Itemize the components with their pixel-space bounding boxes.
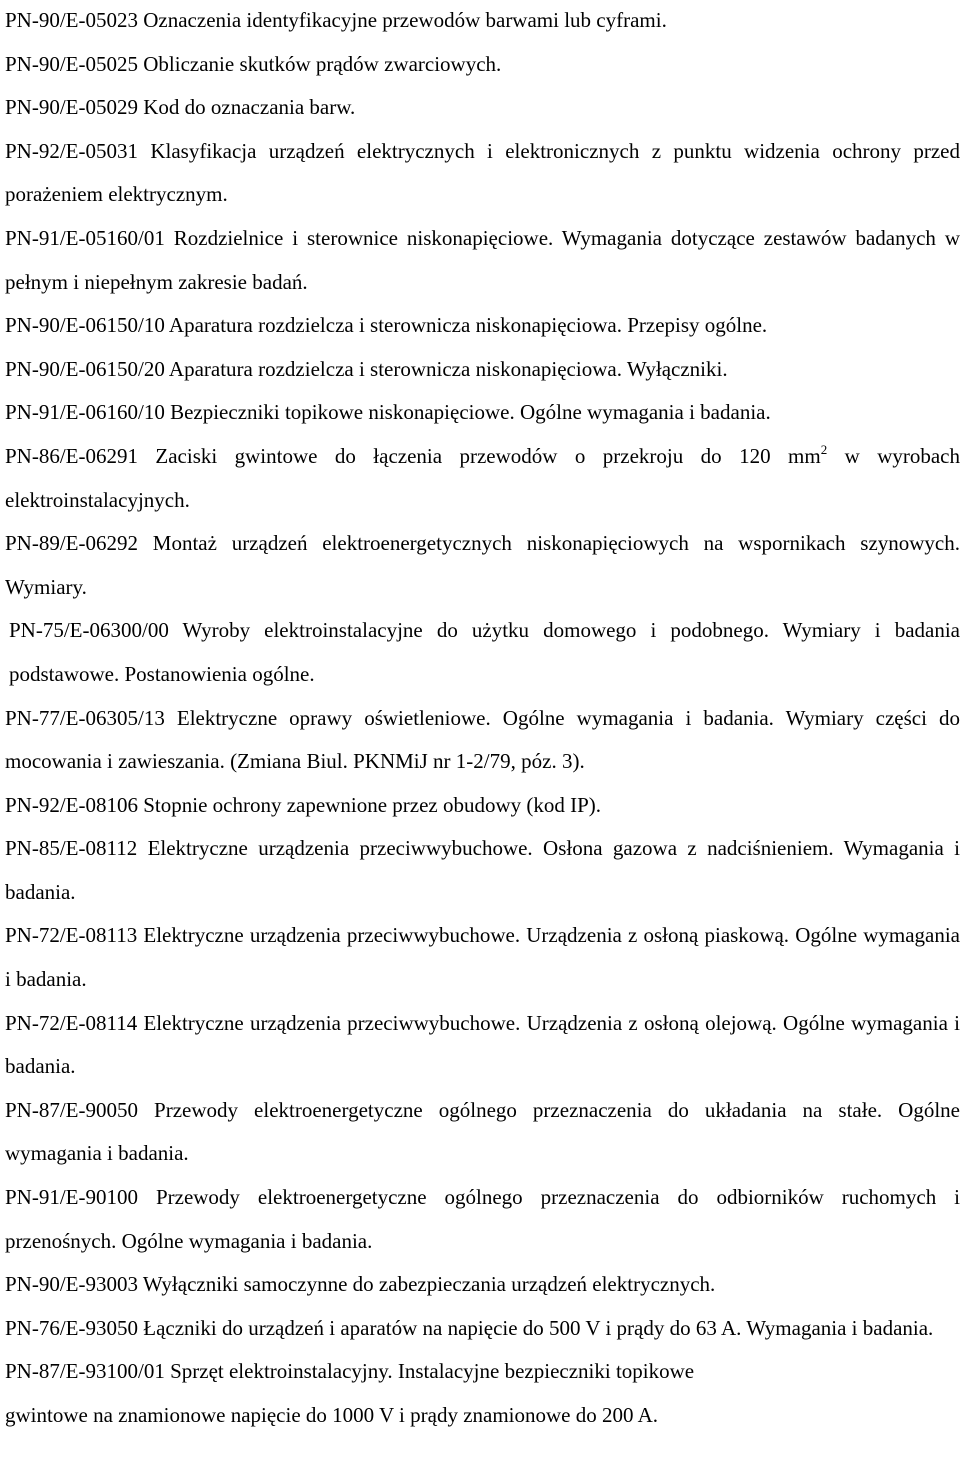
entry-text: PN-85/E-08112 Elektryczne urządzenia przeciwwybuchowe. Osłona gazowa z nadciśnieniem. Wymagania i badania. (5, 836, 960, 904)
entry-text: PN-90/E-06150/10 Aparatura rozdzielcza i sterownicza niskonapięciowa. Przepisy ogólne. (5, 313, 768, 338)
standard-entry (5, 391, 960, 435)
standard-entry (5, 130, 960, 217)
standard-entry (5, 0, 960, 43)
standard-entry (5, 1307, 960, 1351)
entry-text: PN-76/E-93050 Łączniki do urządzeń i aparatów na napięcie do 500 V i prądy do 63 A. Wymagania i badania. (5, 1315, 934, 1340)
standard-entry (5, 609, 960, 696)
standard-entry (5, 1002, 960, 1089)
standard-entry (5, 348, 960, 392)
standard-entry (5, 86, 960, 130)
standard-entry (5, 43, 960, 87)
standard-entry (5, 522, 960, 609)
standards-list (5, 0, 960, 1438)
entry-text: PN-90/E-05029 Kod do oznaczania barw. (5, 95, 356, 120)
entry-text: gwintowe na znamionowe napięcie do 1000 V i prądy znamionowe do 200 A. (5, 1403, 658, 1427)
entry-text: PN-90/E-93003 Wyłączniki samoczynne do zabezpieczania urządzeń elektrycznych. (5, 1272, 716, 1297)
entry-text: PN-91/E-05160/01 Rozdzielnice i sterownice niskonapięciowe. Wymagania dotyczące zestawów badanych w pełnym i niepełnym zakresie badań. (5, 225, 960, 294)
standard-entry (5, 1263, 960, 1307)
standard-entry (5, 304, 960, 348)
entry-text: PN-72/E-08114 Elektryczne urządzenia przeciwwybuchowe. Urządzenia z osłoną olejową. Ogólne wymagania i badania. (5, 1010, 960, 1079)
entry-text: PN-89/E-06292 Montaż urządzeń elektroenergetycznych niskonapięciowych na wspornikach szynowych. Wymiary. (5, 531, 960, 599)
entry-text: PN-75/E-06300/00 Wyroby elektroinstalacyjne do użytku domowego i podobnego. Wymiary i badania podstawowe. Postanowienia ogólne. (9, 618, 960, 686)
standard-entry (5, 435, 960, 522)
entry-text: PN-87/E-93100/01 Sprzęt elektroinstalacyjny. Instalacyjne bezpieczniki topikowe (5, 1359, 695, 1384)
entry-text: PN-91/E-90100 Przewody elektroenergetyczne ogólnego przeznaczenia do odbiorników ruchomych i przenośnych. Ogólne wymagania i badania. (5, 1185, 960, 1253)
entry-text: PN-72/E-08113 Elektryczne urządzenia przeciwwybuchowe. Urządzenia z osłoną piaskową. Ogólne wymagania i badania. (5, 923, 960, 992)
superscript: 2 (820, 441, 828, 457)
standard-entry (5, 697, 960, 784)
entry-text: PN-90/E-06150/20 Aparatura rozdzielcza i sterownicza niskonapięciowa. Wyłączniki. (5, 356, 728, 381)
entry-text: w wyrobach elektroinstalacyjnych. (5, 443, 960, 512)
entry-text: PN-91/E-06160/10 Bezpieczniki topikowe niskonapięciowe. Ogólne wymagania i badania. (5, 400, 771, 425)
entry-text: PN-86/E-06291 Zaciski gwintowe do łączenia przewodów o przekroju do 120 mm (5, 443, 821, 468)
standard-entry (5, 217, 960, 304)
standard-entry (5, 1350, 960, 1437)
entry-text: PN-92/E-05031 Klasyfikacja urządzeń elektrycznych i elektronicznych z punktu widzenia ochrony przed porażeniem elektrycznym. (5, 138, 960, 207)
entry-text: PN-77/E-06305/13 Elektryczne oprawy oświetleniowe. Ogólne wymagania i badania. Wymiary części do mocowania i zawieszania. (Zmiana Biul. PKNMiJ nr 1-2/79, póz. 3). (5, 705, 960, 774)
standard-entry (5, 914, 960, 1001)
standard-entry (5, 1176, 960, 1263)
standard-entry (5, 827, 960, 914)
standard-entry (5, 1089, 960, 1176)
entry-text: PN-90/E-05023 Oznaczenia identyfikacyjne przewodów barwami lub cyframi. (5, 8, 667, 32)
entry-text: PN-92/E-08106 Stopnie ochrony zapewnione przez obudowy (kod IP). (5, 792, 602, 817)
entry-text: PN-87/E-90050 Przewody elektroenergetyczne ogólnego przeznaczenia do układania na stałe. Ogólne wymagania i badania. (5, 1097, 960, 1166)
standard-entry (5, 784, 960, 828)
entry-text: PN-90/E-05025 Obliczanie skutków prądów zwarciowych. (5, 51, 502, 76)
